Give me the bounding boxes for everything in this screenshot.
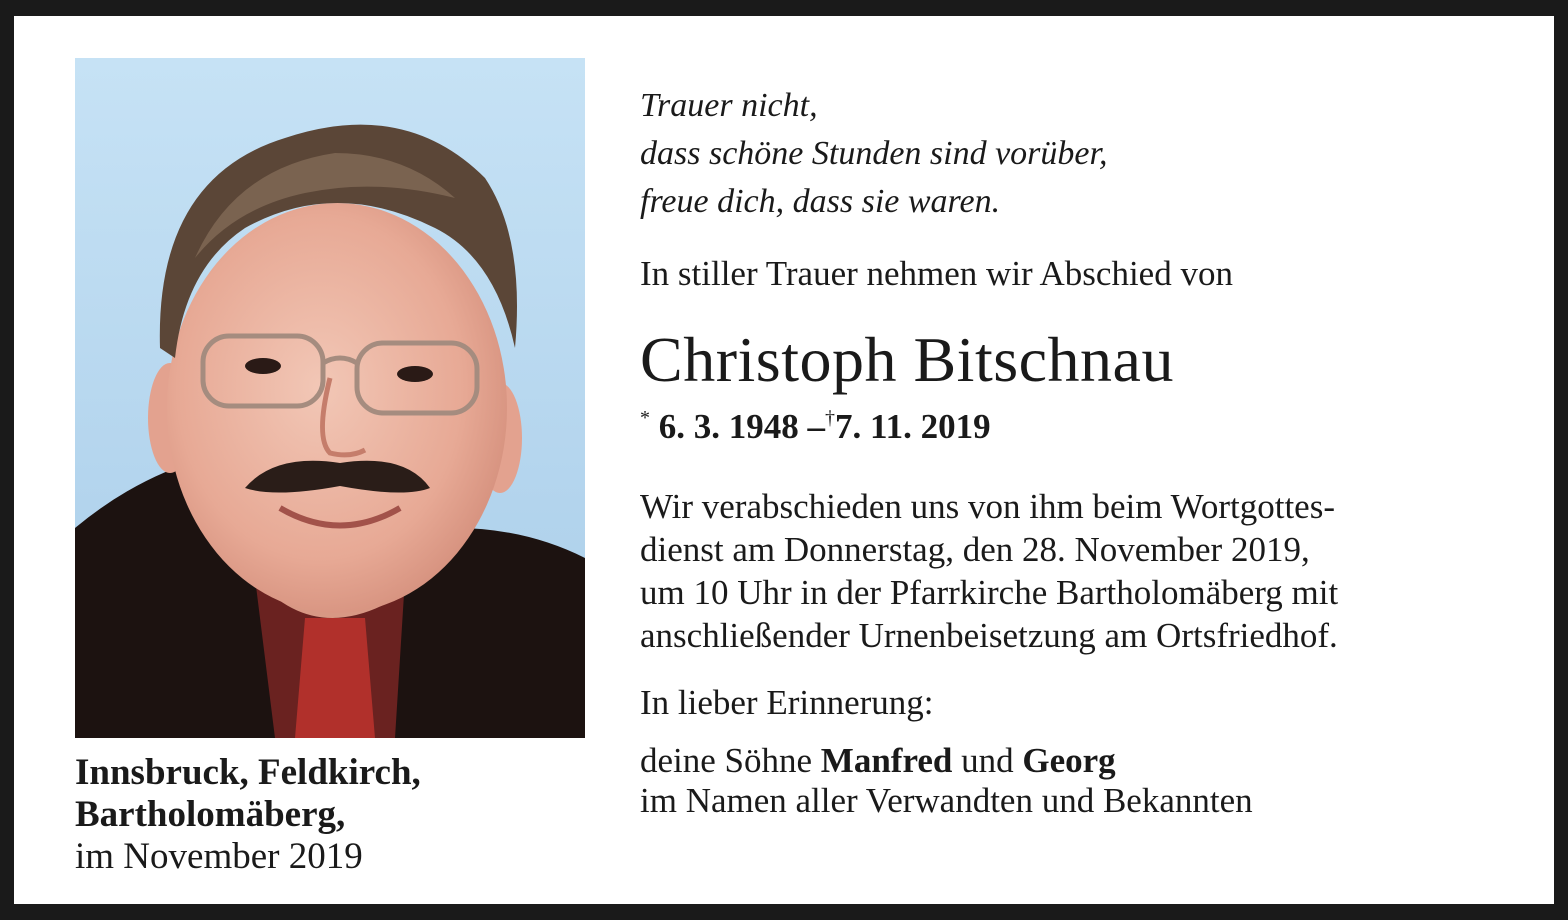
son-name-2: Georg xyxy=(1022,741,1116,780)
family-prefix: deine Söhne xyxy=(640,741,813,780)
service-line-2: dienst am Donnerstag, den 28. November 2019, xyxy=(640,530,1310,569)
son-name-1: Manfred xyxy=(820,741,953,780)
family-line-1 xyxy=(640,741,1500,781)
poem-line-1: Trauer nicht, xyxy=(640,87,818,124)
poem xyxy=(640,82,1500,226)
portrait-illustration xyxy=(75,58,585,738)
death-date: 7. 11. 2019 xyxy=(835,407,991,446)
deceased-name: Christoph Bitschnau xyxy=(640,324,1174,395)
birth-symbol: * xyxy=(640,407,650,429)
intro-text: In stiller Trauer nehmen wir Abschied von xyxy=(640,254,1233,293)
life-dates xyxy=(640,398,1500,447)
death-symbol: † xyxy=(825,407,835,429)
service-line-4: anschließender Urnenbeisetzung am Ortsfriedhof. xyxy=(640,616,1338,655)
family-line-2: im Namen aller Verwandten und Bekannten xyxy=(640,781,1253,820)
service-line-1: Wir verabschieden uns von ihm beim Wortgottes- xyxy=(640,487,1335,526)
service-details xyxy=(640,485,1500,657)
place-line-1: Innsbruck, Feldkirch, xyxy=(75,752,421,793)
memory-heading: In lieber Erinnerung: xyxy=(640,683,934,722)
place-and-date xyxy=(75,752,421,878)
poem-line-3: freue dich, dass sie waren. xyxy=(640,183,1001,220)
poem-line-2: dass schöne Stunden sind vorüber, xyxy=(640,135,1108,172)
place-line-2: Bartholomäberg, xyxy=(75,794,346,835)
birth-date: 6. 3. 1948 xyxy=(658,407,799,446)
family-signature xyxy=(640,741,1500,821)
portrait-photo xyxy=(75,58,585,738)
date-separator: – xyxy=(807,407,825,446)
place-line-3: im November 2019 xyxy=(75,836,363,877)
service-line-3: um 10 Uhr in der Pfarrkirche Bartholomäberg mit xyxy=(640,573,1339,612)
family-conjunction: und xyxy=(961,741,1014,780)
obituary-text xyxy=(640,82,1500,821)
